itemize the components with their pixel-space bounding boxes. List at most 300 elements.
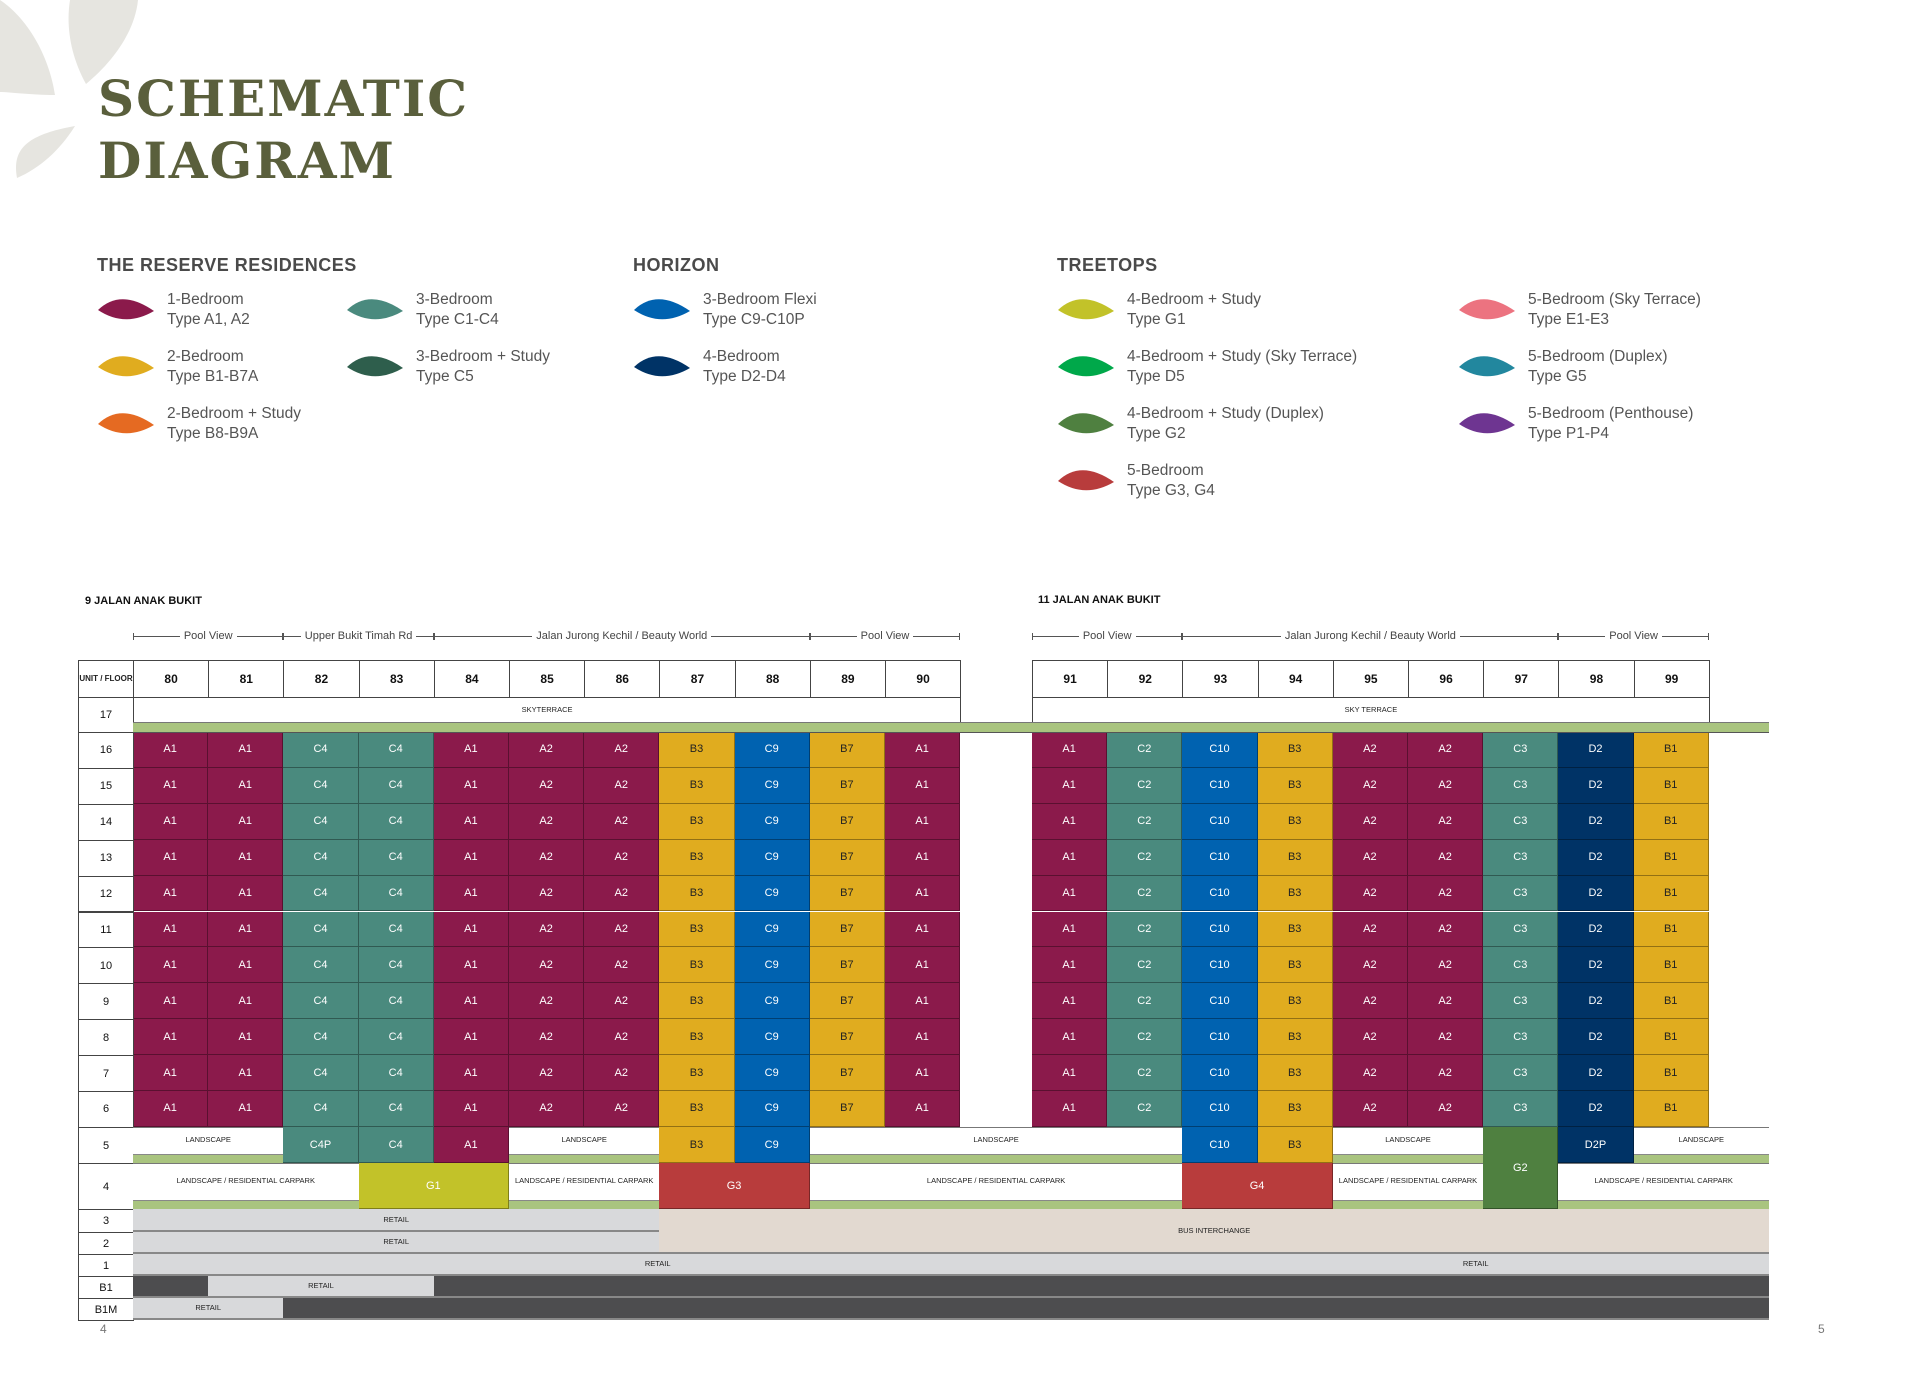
unit-cell: A2 xyxy=(584,1055,659,1091)
unit-cell: C4 xyxy=(359,1127,434,1163)
unit-cell: C4 xyxy=(359,912,434,948)
landscape-label: LANDSCAPE / RESIDENTIAL CARPARK xyxy=(1338,1175,1478,1185)
landscape-area xyxy=(133,1127,283,1163)
legend-item xyxy=(97,347,258,387)
sky-terrace: SKY TERRACE xyxy=(1032,697,1710,723)
floor-label: B1 xyxy=(78,1276,134,1299)
bracket-line xyxy=(1136,636,1182,637)
leaf-swatch-icon xyxy=(633,351,691,383)
unit-cell: C4P xyxy=(283,1127,358,1163)
unit-cell: B3 xyxy=(1258,840,1333,876)
landscape-area xyxy=(810,1163,1183,1209)
leaf-swatch-icon xyxy=(97,294,155,326)
unit-cell: A1 xyxy=(434,947,509,983)
unit-cell: A2 xyxy=(1408,804,1483,840)
retail-area: RETAIL xyxy=(133,1209,659,1232)
leaf-swatch-icon xyxy=(1057,465,1115,497)
unit-cell: B3 xyxy=(659,1055,734,1091)
unit-cell: C2 xyxy=(1107,912,1182,948)
unit-cell: B7 xyxy=(810,804,885,840)
landscape-area xyxy=(509,1163,659,1209)
unit-number-header: 99 xyxy=(1634,660,1710,698)
legend-item xyxy=(1458,347,1668,387)
legend-item xyxy=(633,347,786,387)
unit-cell: A1 xyxy=(1032,1055,1107,1091)
unit-cell: D2 xyxy=(1558,840,1633,876)
unit-number-header: 88 xyxy=(735,660,811,698)
unit-cell: A1 xyxy=(133,912,208,948)
unit-cell: B7 xyxy=(810,983,885,1019)
leaf-swatch-icon xyxy=(97,351,155,383)
sky-terrace: SKYTERRACE xyxy=(133,697,961,723)
unit-cell: C4 xyxy=(283,1019,358,1055)
unit-cell: C3 xyxy=(1483,983,1558,1019)
view-label: Pool View xyxy=(1082,630,1132,642)
retail-area: RETAIL xyxy=(133,1232,659,1254)
unit-cell: A2 xyxy=(1333,912,1408,948)
unit-cell: A2 xyxy=(509,876,584,912)
unit-cell: C2 xyxy=(1107,947,1182,983)
unit-cell: C10 xyxy=(1182,1127,1257,1163)
unit-cell: A1 xyxy=(133,1019,208,1055)
landscape-area xyxy=(1333,1127,1483,1163)
unit-cell: D2 xyxy=(1558,1019,1633,1055)
retail-area: RETAIL xyxy=(1182,1254,1769,1276)
unit-cell: A2 xyxy=(1333,947,1408,983)
unit-cell: B7 xyxy=(810,947,885,983)
legend-line-2: Type P1-P4 xyxy=(1528,425,1609,442)
unit-cell: B7 xyxy=(810,1019,885,1055)
landscape-area xyxy=(133,1163,359,1209)
planter-strip xyxy=(1634,1154,1769,1163)
landscape-label: LANDSCAPE xyxy=(185,1134,231,1144)
unit-cell: A1 xyxy=(434,1127,509,1163)
leaf-swatch-icon xyxy=(1458,408,1516,440)
unit-cell: C3 xyxy=(1483,768,1558,804)
unit-cell: A1 xyxy=(885,1019,960,1055)
bracket-line xyxy=(1183,636,1281,637)
title-line: DIAGRAM xyxy=(98,131,396,190)
planter-strip xyxy=(1333,1200,1483,1209)
legend-item xyxy=(346,347,550,387)
unit-cell: B3 xyxy=(659,732,734,768)
legend-line-1: 1-Bedroom xyxy=(167,291,244,308)
unit-cell: B3 xyxy=(659,983,734,1019)
bracket-tick xyxy=(1708,633,1709,640)
unit-cell: A2 xyxy=(509,768,584,804)
unit-cell: C10 xyxy=(1182,876,1257,912)
unit-cell: A1 xyxy=(434,1055,509,1091)
legend-label xyxy=(1127,347,1357,387)
view-label: Jalan Jurong Kechil / Beauty World xyxy=(1284,630,1456,642)
unit-cell: A1 xyxy=(208,804,283,840)
unit-cell: A2 xyxy=(584,732,659,768)
landscape-label: LANDSCAPE / RESIDENTIAL CARPARK xyxy=(176,1175,315,1185)
bus-area: BUS INTERCHANGE xyxy=(659,1209,1769,1254)
unit-cell: C2 xyxy=(1107,768,1182,804)
unit-cell: A1 xyxy=(1032,876,1107,912)
unit-cell: C10 xyxy=(1182,768,1257,804)
unit-cell: D2 xyxy=(1558,876,1633,912)
unit-cell: B3 xyxy=(659,876,734,912)
unit-cell: B1 xyxy=(1634,983,1709,1019)
unit-cell: B3 xyxy=(1258,983,1333,1019)
unit-number-header: 84 xyxy=(434,660,510,698)
legend-item xyxy=(1057,461,1215,501)
unit-number-header: 93 xyxy=(1182,660,1258,698)
unit-cell: D2 xyxy=(1558,947,1633,983)
unit-cell: C3 xyxy=(1483,804,1558,840)
unit-cell: A1 xyxy=(133,876,208,912)
unit-number-header: 85 xyxy=(509,660,585,698)
retail-area: RETAIL xyxy=(133,1298,283,1320)
floor-label: 10 xyxy=(78,947,134,984)
unit-cell: B3 xyxy=(1258,876,1333,912)
planter-strip xyxy=(1333,1154,1483,1163)
unit-number-header: 94 xyxy=(1258,660,1334,698)
unit-cell: A1 xyxy=(885,840,960,876)
view-direction-label xyxy=(1032,628,1182,644)
page-number: 5 xyxy=(1818,1322,1825,1336)
unit-cell: B1 xyxy=(1634,840,1709,876)
unit-cell: C10 xyxy=(1182,732,1257,768)
unit-number-header: 92 xyxy=(1107,660,1183,698)
unit-cell: A2 xyxy=(1408,1055,1483,1091)
unit-cell: C9 xyxy=(735,876,810,912)
leaf-swatch-icon xyxy=(1057,294,1115,326)
legend-line-2: Type G5 xyxy=(1528,368,1587,385)
bracket-line xyxy=(1033,636,1079,637)
floor-label: 2 xyxy=(78,1232,134,1255)
unit-cell: C3 xyxy=(1483,1055,1558,1091)
unit-number-header: 86 xyxy=(584,660,660,698)
unit-floor-header: UNIT / FLOOR xyxy=(78,660,134,698)
unit-cell: A1 xyxy=(133,1091,208,1127)
legend-item xyxy=(1057,347,1357,387)
leaf-swatch-icon xyxy=(97,408,155,440)
unit-cell: A1 xyxy=(1032,804,1107,840)
unit-cell: A1 xyxy=(208,768,283,804)
unit-cell: A2 xyxy=(509,804,584,840)
unit-cell: A1 xyxy=(208,947,283,983)
unit-cell: C3 xyxy=(1483,912,1558,948)
floor-label: 8 xyxy=(78,1019,134,1056)
unit-cell: C10 xyxy=(1182,947,1257,983)
leaf-swatch-icon xyxy=(1057,351,1115,383)
unit-cell: C4 xyxy=(359,732,434,768)
unit-cell: C3 xyxy=(1483,947,1558,983)
landscape-label: LANDSCAPE xyxy=(973,1134,1019,1144)
legend-label xyxy=(1528,290,1701,330)
unit-cell: C10 xyxy=(1182,1019,1257,1055)
unit-cell: A2 xyxy=(584,804,659,840)
legend-line-1: 3-Bedroom Flexi xyxy=(703,291,817,308)
unit-cell: A1 xyxy=(434,876,509,912)
leaf-swatch-icon xyxy=(346,294,404,326)
unit-cell: A2 xyxy=(1408,912,1483,948)
legend-line-2: Type D2-D4 xyxy=(703,368,786,385)
unit-cell: A1 xyxy=(434,1091,509,1127)
unit-number-header: 98 xyxy=(1558,660,1634,698)
unit-cell: C10 xyxy=(1182,1055,1257,1091)
unit-cell: A1 xyxy=(133,840,208,876)
leaf-swatch-icon xyxy=(1458,351,1516,383)
legend-line-2: Type C1-C4 xyxy=(416,311,499,328)
unit-cell: G1 xyxy=(359,1163,509,1209)
legend-line-2: Type D5 xyxy=(1127,368,1185,385)
legend-line-2: Type B8-B9A xyxy=(167,425,259,442)
unit-cell: B7 xyxy=(810,876,885,912)
unit-cell: A1 xyxy=(434,983,509,1019)
building-title: 9 JALAN ANAK BUKIT xyxy=(85,595,202,607)
floor-label: B1M xyxy=(78,1298,134,1321)
unit-cell: A2 xyxy=(509,1055,584,1091)
landscape-label: LANDSCAPE / RESIDENTIAL CARPARK xyxy=(515,1175,654,1185)
bracket-line xyxy=(435,636,533,637)
bracket-line xyxy=(811,636,857,637)
page-number: 4 xyxy=(100,1322,107,1336)
legend-item xyxy=(346,290,499,330)
legend-line-2: Type G3, G4 xyxy=(1127,482,1215,499)
unit-cell: C10 xyxy=(1182,1091,1257,1127)
landscape-label: LANDSCAPE xyxy=(1385,1134,1431,1144)
unit-cell: A2 xyxy=(1408,1091,1483,1127)
legend-line-1: 4-Bedroom + Study (Sky Terrace) xyxy=(1127,348,1358,365)
dark-area xyxy=(133,1276,208,1298)
legend-label xyxy=(416,347,550,387)
unit-number-header: 89 xyxy=(810,660,886,698)
unit-cell: A1 xyxy=(434,1019,509,1055)
unit-cell: D2 xyxy=(1558,768,1633,804)
floor-label: 5 xyxy=(78,1127,134,1164)
planter-strip xyxy=(133,1200,359,1209)
legend-label xyxy=(167,290,250,330)
unit-cell: C2 xyxy=(1107,876,1182,912)
unit-cell: B1 xyxy=(1634,1055,1709,1091)
bracket-line xyxy=(711,636,809,637)
unit-cell: A1 xyxy=(885,947,960,983)
landscape-area xyxy=(509,1127,659,1163)
unit-cell: A1 xyxy=(885,732,960,768)
unit-cell: C4 xyxy=(359,1019,434,1055)
retail-area: RETAIL xyxy=(208,1276,434,1298)
unit-cell: C9 xyxy=(735,1127,810,1163)
unit-cell: B3 xyxy=(659,947,734,983)
planter-strip xyxy=(133,1154,283,1163)
legend-section-title: THE RESERVE RESIDENCES xyxy=(97,255,357,275)
unit-cell: A2 xyxy=(584,1019,659,1055)
unit-cell: A1 xyxy=(208,1091,283,1127)
unit-cell: A1 xyxy=(885,876,960,912)
unit-number-header: 83 xyxy=(359,660,435,698)
unit-cell: A2 xyxy=(1408,876,1483,912)
view-direction-label xyxy=(283,628,433,644)
legend-label xyxy=(167,347,258,387)
unit-cell: A1 xyxy=(208,876,283,912)
unit-cell: C10 xyxy=(1182,912,1257,948)
landscape-label: LANDSCAPE xyxy=(1678,1134,1724,1144)
landscape-label: LANDSCAPE / RESIDENTIAL CARPARK xyxy=(1594,1175,1733,1185)
unit-cell: B3 xyxy=(659,840,734,876)
landscape-area xyxy=(1634,1127,1769,1163)
unit-cell: G2 xyxy=(1483,1127,1558,1209)
legend-item xyxy=(1458,404,1693,444)
unit-cell: C2 xyxy=(1107,1091,1182,1127)
floor-label: 11 xyxy=(78,912,134,949)
bracket-line xyxy=(237,636,283,637)
legend-label xyxy=(167,404,301,444)
leaf-swatch-icon xyxy=(1057,408,1115,440)
unit-cell: B3 xyxy=(1258,912,1333,948)
unit-cell: C4 xyxy=(283,768,358,804)
unit-cell: C4 xyxy=(283,947,358,983)
floor-label: 9 xyxy=(78,983,134,1020)
unit-cell: B7 xyxy=(810,732,885,768)
unit-cell: C9 xyxy=(735,732,810,768)
planter-strip xyxy=(509,1200,659,1209)
unit-cell: C4 xyxy=(283,876,358,912)
unit-number-header: 81 xyxy=(208,660,284,698)
unit-cell: A2 xyxy=(1333,1055,1408,1091)
floor-label: 3 xyxy=(78,1209,134,1233)
legend-line-1: 3-Bedroom + Study xyxy=(416,348,550,365)
planter-strip xyxy=(509,1154,659,1163)
unit-cell: C4 xyxy=(283,804,358,840)
unit-cell: C2 xyxy=(1107,732,1182,768)
landscape-label: LANDSCAPE / RESIDENTIAL CARPARK xyxy=(926,1175,1066,1185)
unit-cell: A1 xyxy=(1032,768,1107,804)
unit-cell: A1 xyxy=(885,768,960,804)
unit-cell: C3 xyxy=(1483,840,1558,876)
leaf-swatch-icon xyxy=(1458,294,1516,326)
unit-cell: A1 xyxy=(885,1055,960,1091)
unit-cell: A1 xyxy=(1032,912,1107,948)
unit-cell: B7 xyxy=(810,912,885,948)
view-label: Pool View xyxy=(860,630,910,642)
unit-cell: A2 xyxy=(1333,804,1408,840)
unit-cell: A1 xyxy=(434,768,509,804)
unit-cell: D2 xyxy=(1558,1055,1633,1091)
floor-label: 7 xyxy=(78,1055,134,1092)
unit-cell: A1 xyxy=(885,983,960,1019)
unit-number-header: 90 xyxy=(885,660,961,698)
unit-cell: C9 xyxy=(735,912,810,948)
legend-line-1: 5-Bedroom (Duplex) xyxy=(1528,348,1668,365)
unit-cell: B3 xyxy=(659,768,734,804)
unit-cell: B3 xyxy=(1258,1055,1333,1091)
unit-cell: B3 xyxy=(1258,732,1333,768)
view-label: Pool View xyxy=(1609,630,1658,642)
unit-cell: A1 xyxy=(434,840,509,876)
unit-cell: C3 xyxy=(1483,1019,1558,1055)
unit-cell: A2 xyxy=(509,947,584,983)
leaf-swatch-icon xyxy=(633,294,691,326)
view-direction-label xyxy=(1558,628,1708,644)
unit-cell: A1 xyxy=(133,768,208,804)
unit-cell: C4 xyxy=(359,1091,434,1127)
unit-cell: A2 xyxy=(584,947,659,983)
unit-cell: B1 xyxy=(1634,768,1709,804)
unit-cell: B3 xyxy=(659,1019,734,1055)
legend-label xyxy=(1127,290,1261,330)
legend-item xyxy=(1057,404,1324,444)
unit-cell: B3 xyxy=(1258,768,1333,804)
unit-cell: B7 xyxy=(810,768,885,804)
unit-cell: A2 xyxy=(509,732,584,768)
unit-cell: C4 xyxy=(359,804,434,840)
view-label: Upper Bukit Timah Rd xyxy=(304,630,413,642)
unit-cell: C4 xyxy=(359,947,434,983)
unit-number-header: 80 xyxy=(133,660,209,698)
unit-cell: D2 xyxy=(1558,804,1633,840)
unit-cell: C9 xyxy=(735,1091,810,1127)
unit-cell: B3 xyxy=(659,1091,734,1127)
unit-cell: A1 xyxy=(434,912,509,948)
unit-cell: B3 xyxy=(659,912,734,948)
unit-cell: A1 xyxy=(885,912,960,948)
view-label: Pool View xyxy=(183,630,233,642)
unit-cell: C4 xyxy=(283,1055,358,1091)
unit-cell: A1 xyxy=(208,983,283,1019)
floor-label: 15 xyxy=(78,768,134,805)
unit-cell: A2 xyxy=(509,983,584,1019)
unit-cell: C10 xyxy=(1182,983,1257,1019)
unit-number-header: 96 xyxy=(1408,660,1484,698)
unit-cell: A2 xyxy=(1408,732,1483,768)
unit-cell: A1 xyxy=(1032,840,1107,876)
unit-cell: C4 xyxy=(359,983,434,1019)
floor-label: 17 xyxy=(78,697,134,733)
unit-cell: C4 xyxy=(283,732,358,768)
unit-cell: A2 xyxy=(1408,983,1483,1019)
legend-line-1: 5-Bedroom (Penthouse) xyxy=(1528,405,1694,422)
unit-cell: A2 xyxy=(584,876,659,912)
unit-cell: B3 xyxy=(1258,947,1333,983)
unit-cell: B1 xyxy=(1634,912,1709,948)
unit-cell: C4 xyxy=(359,768,434,804)
floor-label: 13 xyxy=(78,840,134,877)
unit-cell: C2 xyxy=(1107,804,1182,840)
unit-cell: B1 xyxy=(1634,1091,1709,1127)
unit-cell: B1 xyxy=(1634,732,1709,768)
floor-label: 1 xyxy=(78,1254,134,1277)
legend-label xyxy=(1127,461,1215,501)
legend-item xyxy=(97,404,301,444)
legend-line-2: Type C5 xyxy=(416,368,474,385)
view-direction-label xyxy=(810,628,960,644)
unit-cell: A2 xyxy=(1408,768,1483,804)
view-direction-label xyxy=(133,628,283,644)
unit-cell: A1 xyxy=(1032,1091,1107,1127)
unit-cell: B7 xyxy=(810,1091,885,1127)
legend-line-2: Type E1-E3 xyxy=(1528,311,1609,328)
unit-cell: A2 xyxy=(1333,768,1408,804)
floor-label: 4 xyxy=(78,1163,134,1210)
unit-cell: A1 xyxy=(434,732,509,768)
unit-cell: B3 xyxy=(659,1127,734,1163)
planter-strip xyxy=(810,1200,1183,1209)
legend-item xyxy=(633,290,817,330)
floor-label: 12 xyxy=(78,876,134,913)
unit-cell: D2P xyxy=(1558,1127,1633,1163)
legend-line-2: Type A1, A2 xyxy=(167,311,250,328)
unit-cell: A2 xyxy=(584,840,659,876)
legend-section-title: TREETOPS xyxy=(1057,255,1158,275)
legend-line-1: 3-Bedroom xyxy=(416,291,493,308)
unit-cell: A1 xyxy=(133,1055,208,1091)
unit-number-header: 82 xyxy=(283,660,359,698)
unit-cell: B7 xyxy=(810,1055,885,1091)
